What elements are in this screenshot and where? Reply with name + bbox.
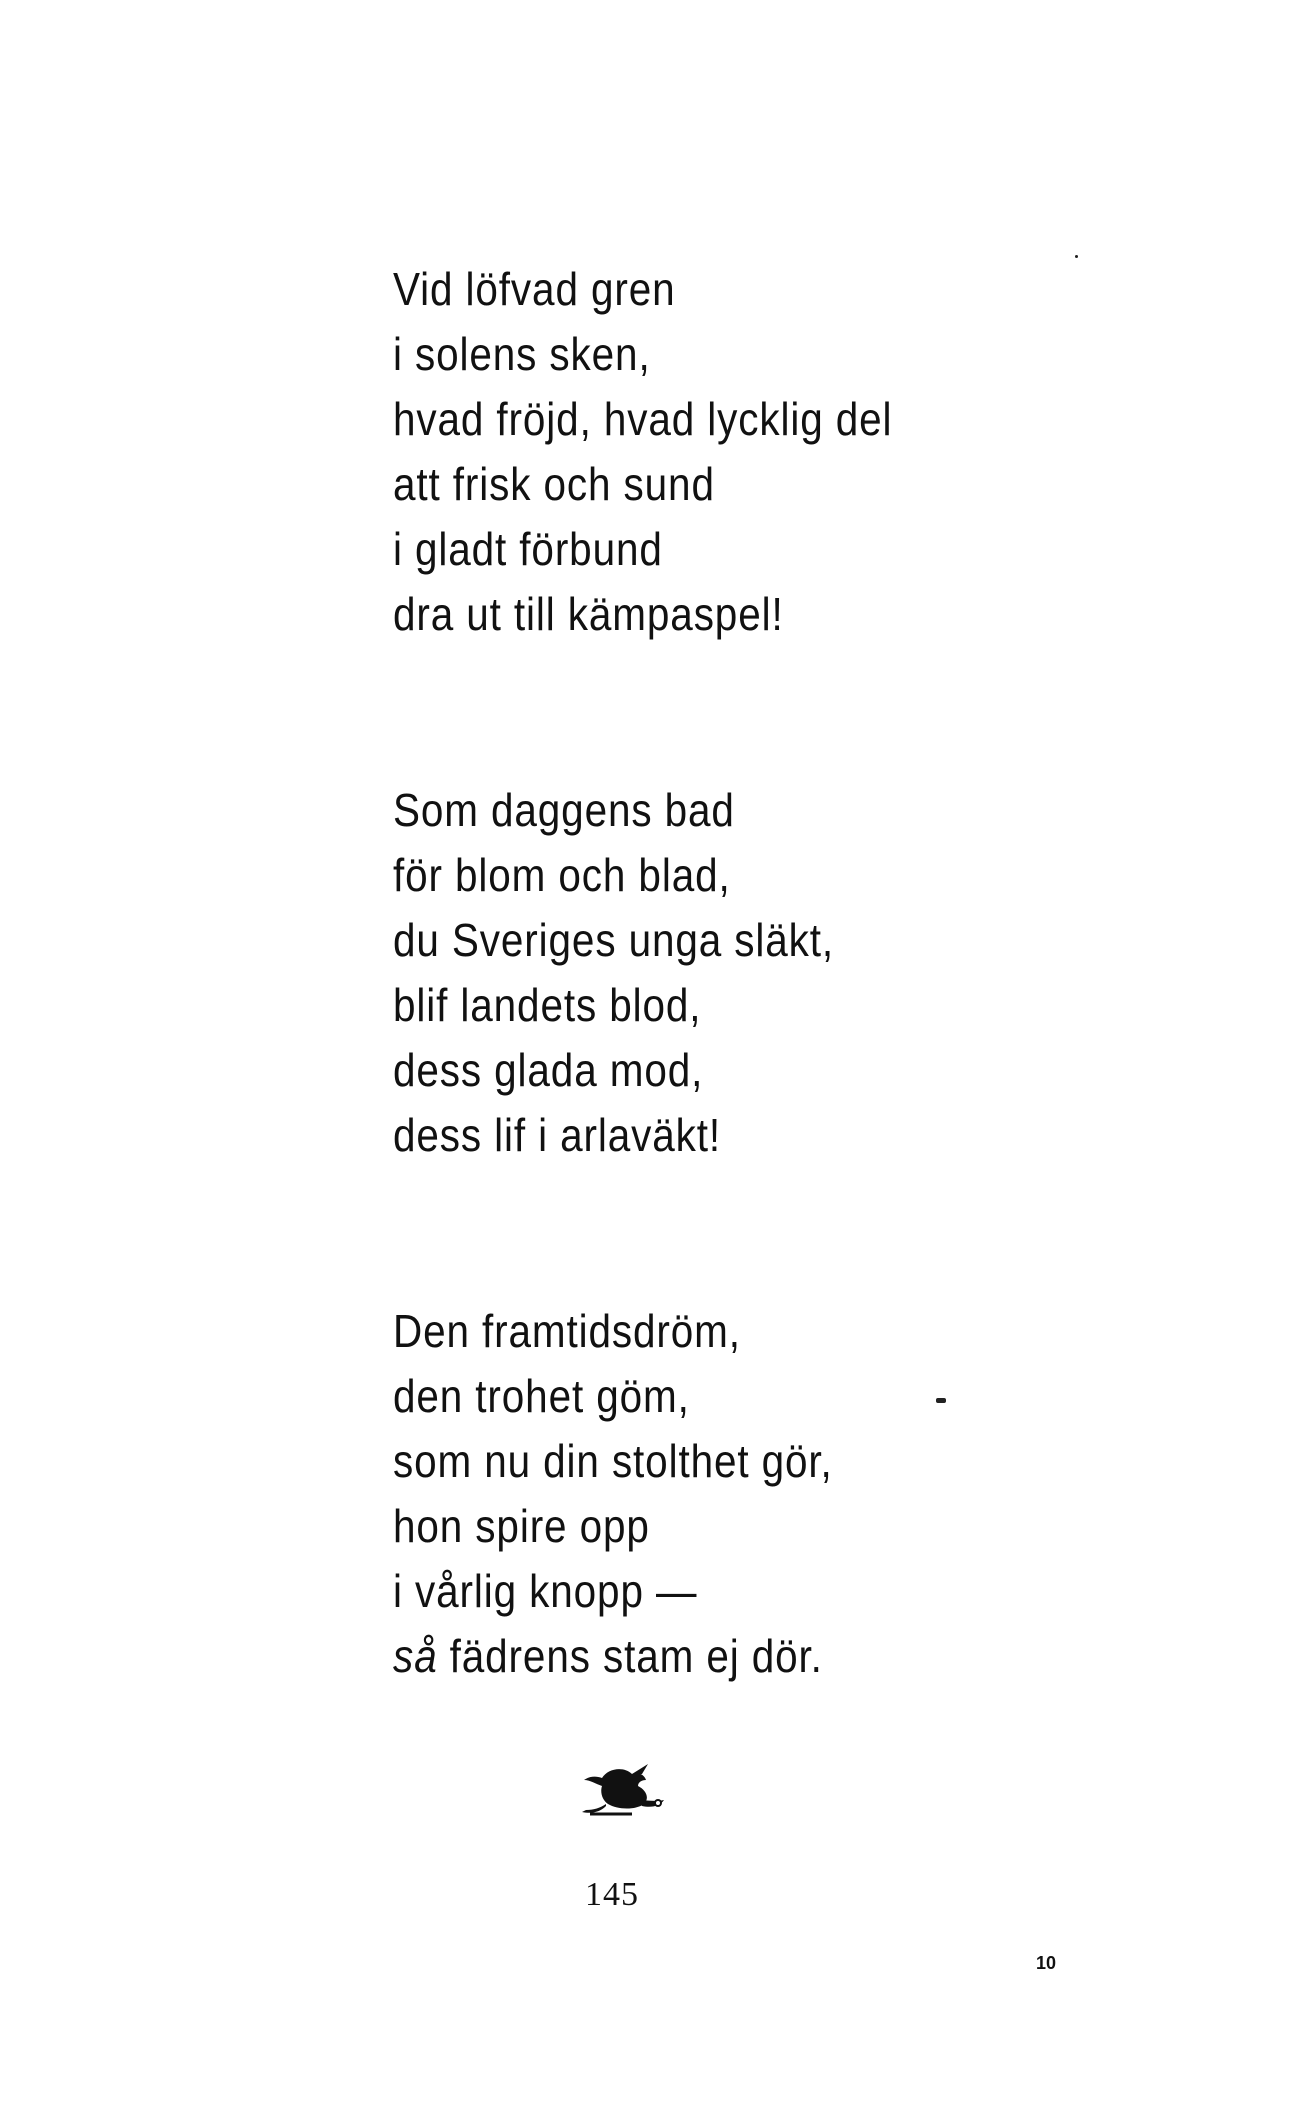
verse-line: Som daggens bad bbox=[393, 784, 735, 836]
verse-line: du Sveriges unga släkt, bbox=[393, 914, 835, 966]
bird-vignette-icon bbox=[572, 1760, 668, 1820]
page-number: 145 bbox=[585, 1876, 639, 1913]
poem bbox=[393, 257, 1093, 1689]
verse-line: för blom och blad, bbox=[393, 849, 731, 901]
verse-line: Vid löfvad gren bbox=[393, 263, 676, 315]
verse-line: den trohet göm, bbox=[393, 1370, 690, 1422]
verse-line: dess lif i arlaväkt! bbox=[393, 1109, 722, 1161]
stanza-2 bbox=[393, 778, 1093, 1168]
stanza-1 bbox=[393, 257, 1093, 647]
verse-line: i vårlig knopp — bbox=[393, 1565, 698, 1617]
verse-line: dess glada mod, bbox=[393, 1044, 704, 1096]
verse-line: Den framtidsdröm, bbox=[393, 1305, 741, 1357]
verse-line: blif landets blod, bbox=[393, 979, 702, 1031]
verse-line: dra ut till kämpaspel! bbox=[393, 588, 784, 640]
print-speck bbox=[1075, 255, 1078, 258]
verse-line: hvad fröjd, hvad lycklig del bbox=[393, 393, 893, 445]
verse-line-final bbox=[393, 1624, 1009, 1689]
stanza-3 bbox=[393, 1299, 1093, 1689]
verse-rest: fädrens stam ej dör. bbox=[437, 1630, 823, 1682]
verse-line: att frisk och sund bbox=[393, 458, 715, 510]
verse-line: i gladt förbund bbox=[393, 523, 663, 575]
verse-line: som nu din stolthet gör, bbox=[393, 1435, 833, 1487]
verse-line: i solens sken, bbox=[393, 328, 651, 380]
signature-mark: 10 bbox=[1036, 1953, 1057, 1973]
print-speck bbox=[936, 1398, 946, 1403]
verse-line: hon spire opp bbox=[393, 1500, 650, 1552]
verse-emphasis: så bbox=[393, 1630, 438, 1682]
